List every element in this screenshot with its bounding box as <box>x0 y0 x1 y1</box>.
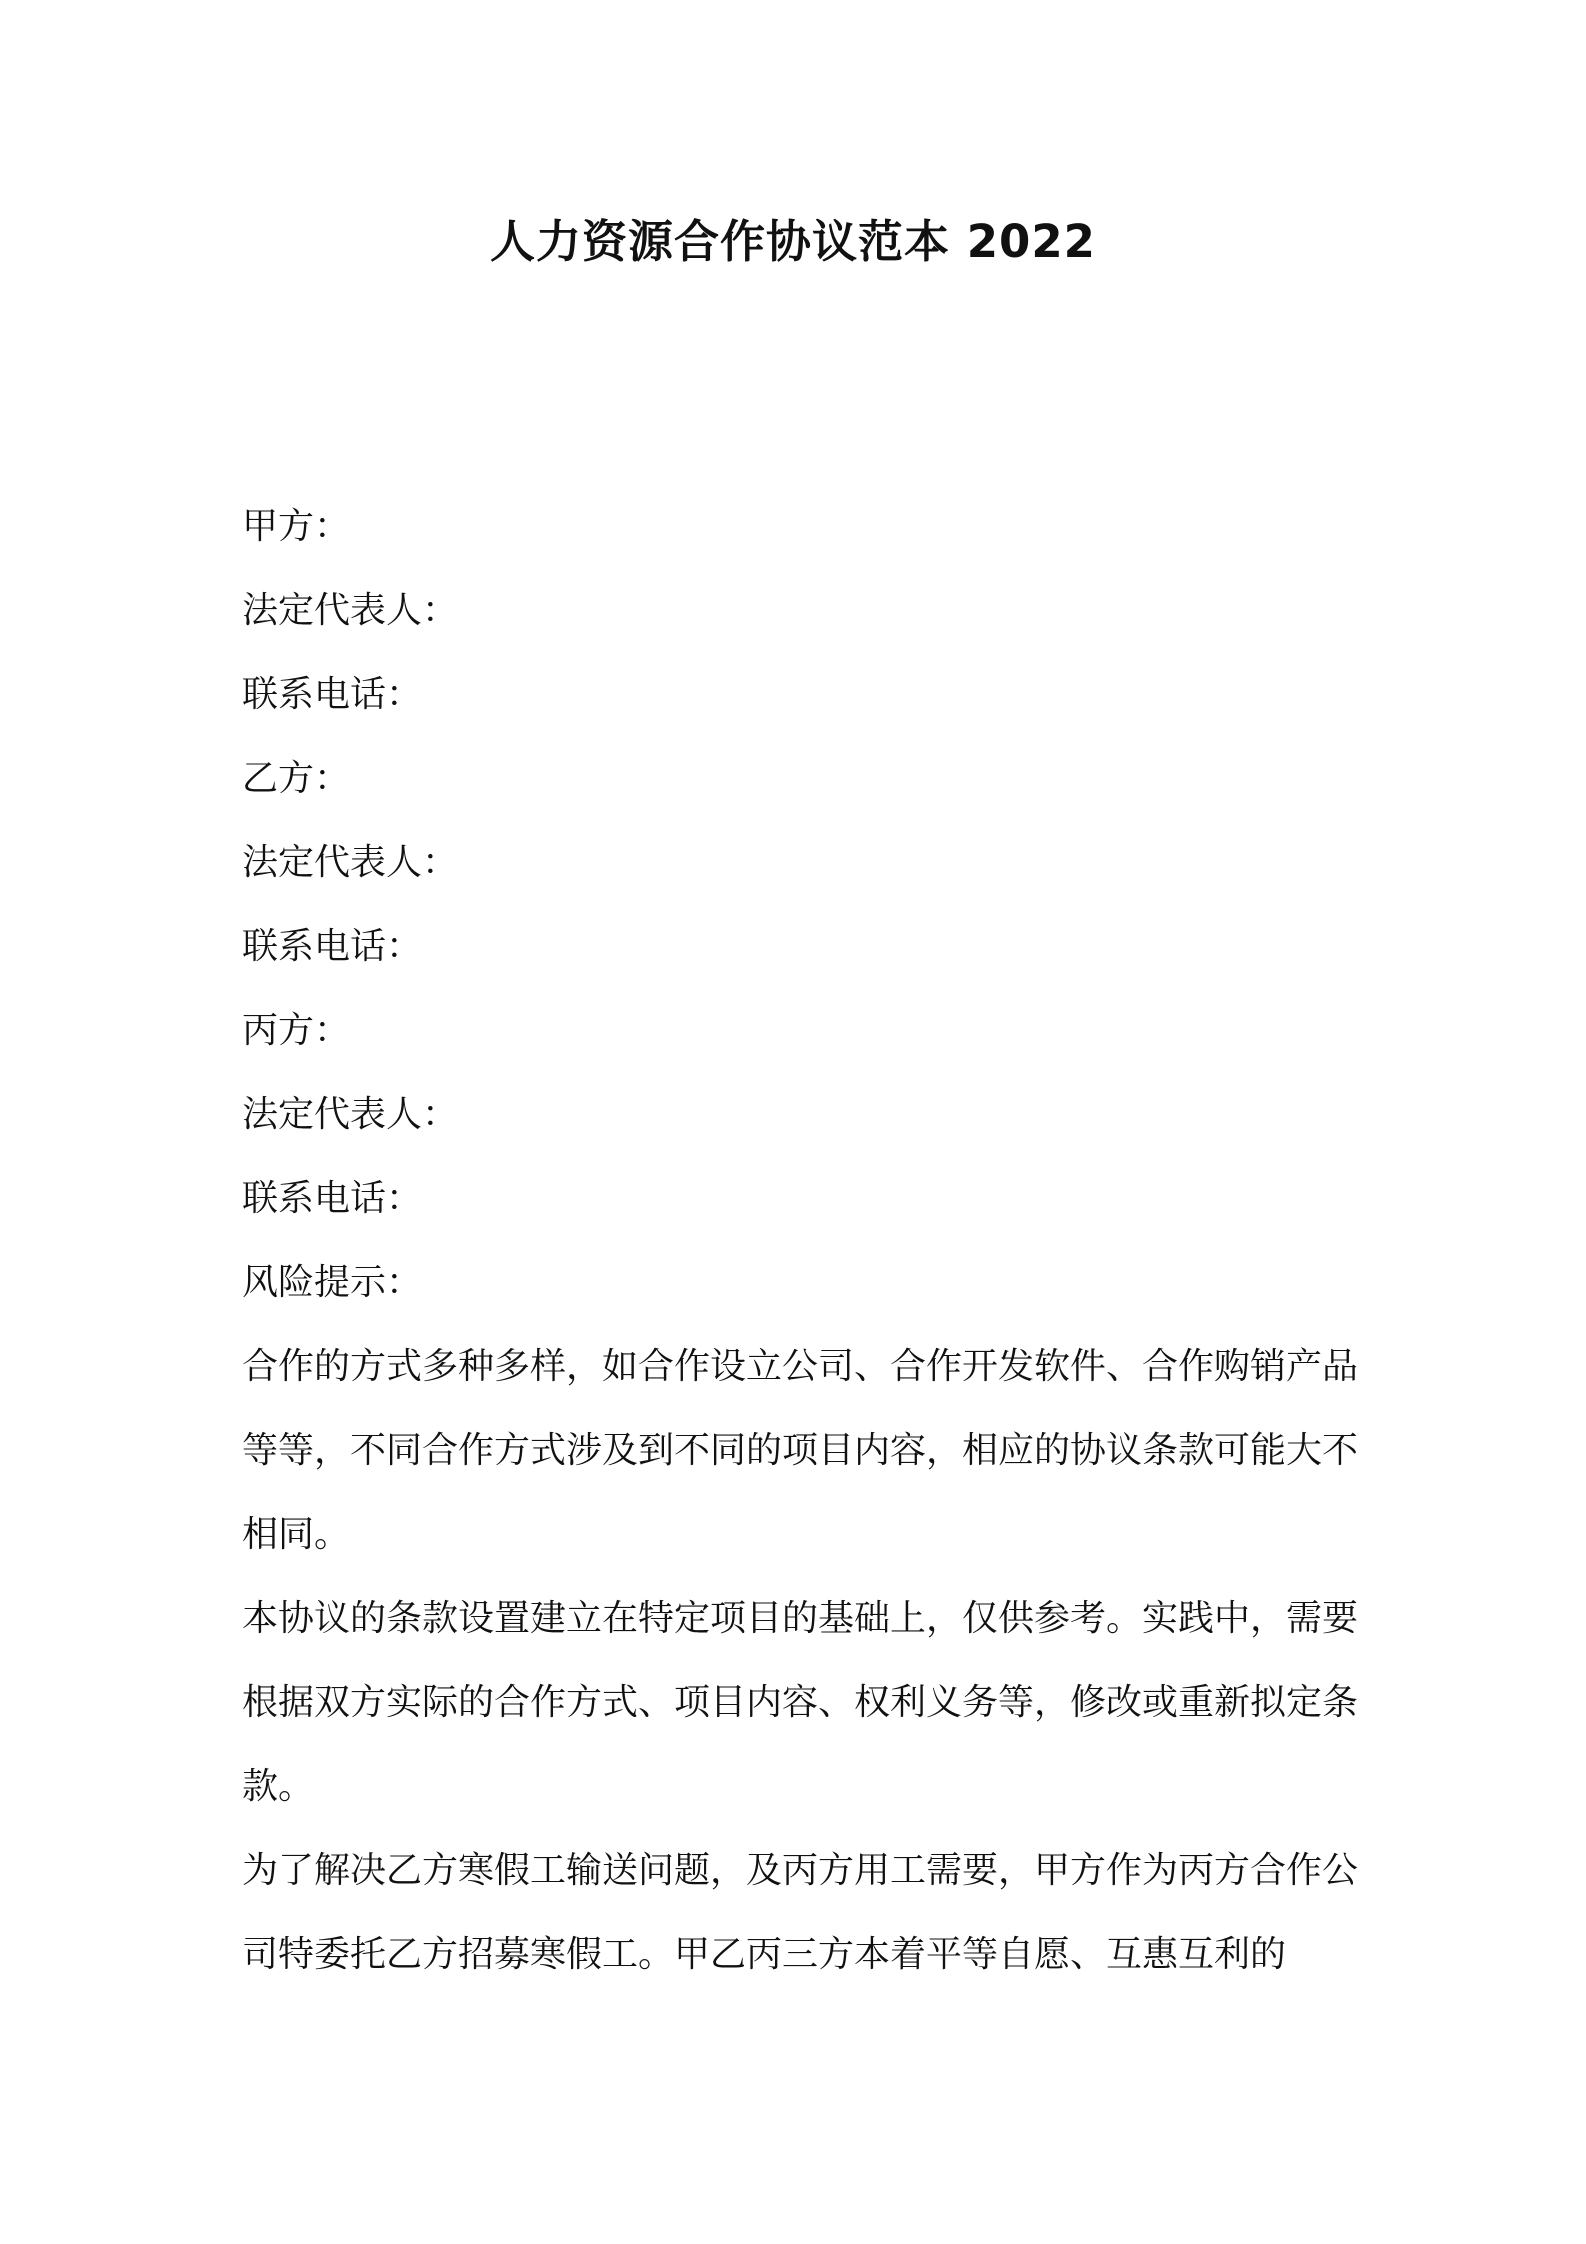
party-a-phone-label: 联系电话： <box>242 674 423 715</box>
party-c-legal-rep-label: 法定代表人： <box>242 1094 459 1135</box>
risk-notice-heading: 风险提示： <box>242 1262 423 1303</box>
party-c-label: 丙方： <box>242 1010 351 1051</box>
party-b-phone-label: 联系电话： <box>242 926 423 967</box>
party-a-legal-rep-label: 法定代表人： <box>242 590 459 631</box>
document-body <box>242 485 1358 1997</box>
party-b-label: 乙方： <box>242 758 351 799</box>
party-a-label: 甲方： <box>242 506 351 547</box>
document-title: 人力资源合作协议范本 2022 <box>490 215 1096 268</box>
paragraph-purpose: 为了解决乙方寒假工输送问题，及丙方用工需要，甲方作为丙方合作公司特委托乙方招募寒假工。甲乙丙三方本着平等自愿、互惠互利的 <box>242 1850 1359 1975</box>
party-b-legal-rep-label: 法定代表人： <box>242 842 459 883</box>
paragraph-reference-notice: 本协议的条款设置建立在特定项目的基础上，仅供参考。实践中，需要根据双方实际的合作方式、项目内容、权利义务等，修改或重新拟定条款。 <box>242 1598 1359 1807</box>
paragraph-cooperation-methods: 合作的方式多种多样，如合作设立公司、合作开发软件、合作购销产品等等，不同合作方式涉及到不同的项目内容，相应的协议条款可能大不相同。 <box>242 1346 1359 1555</box>
party-c-phone-label: 联系电话： <box>242 1178 423 1219</box>
